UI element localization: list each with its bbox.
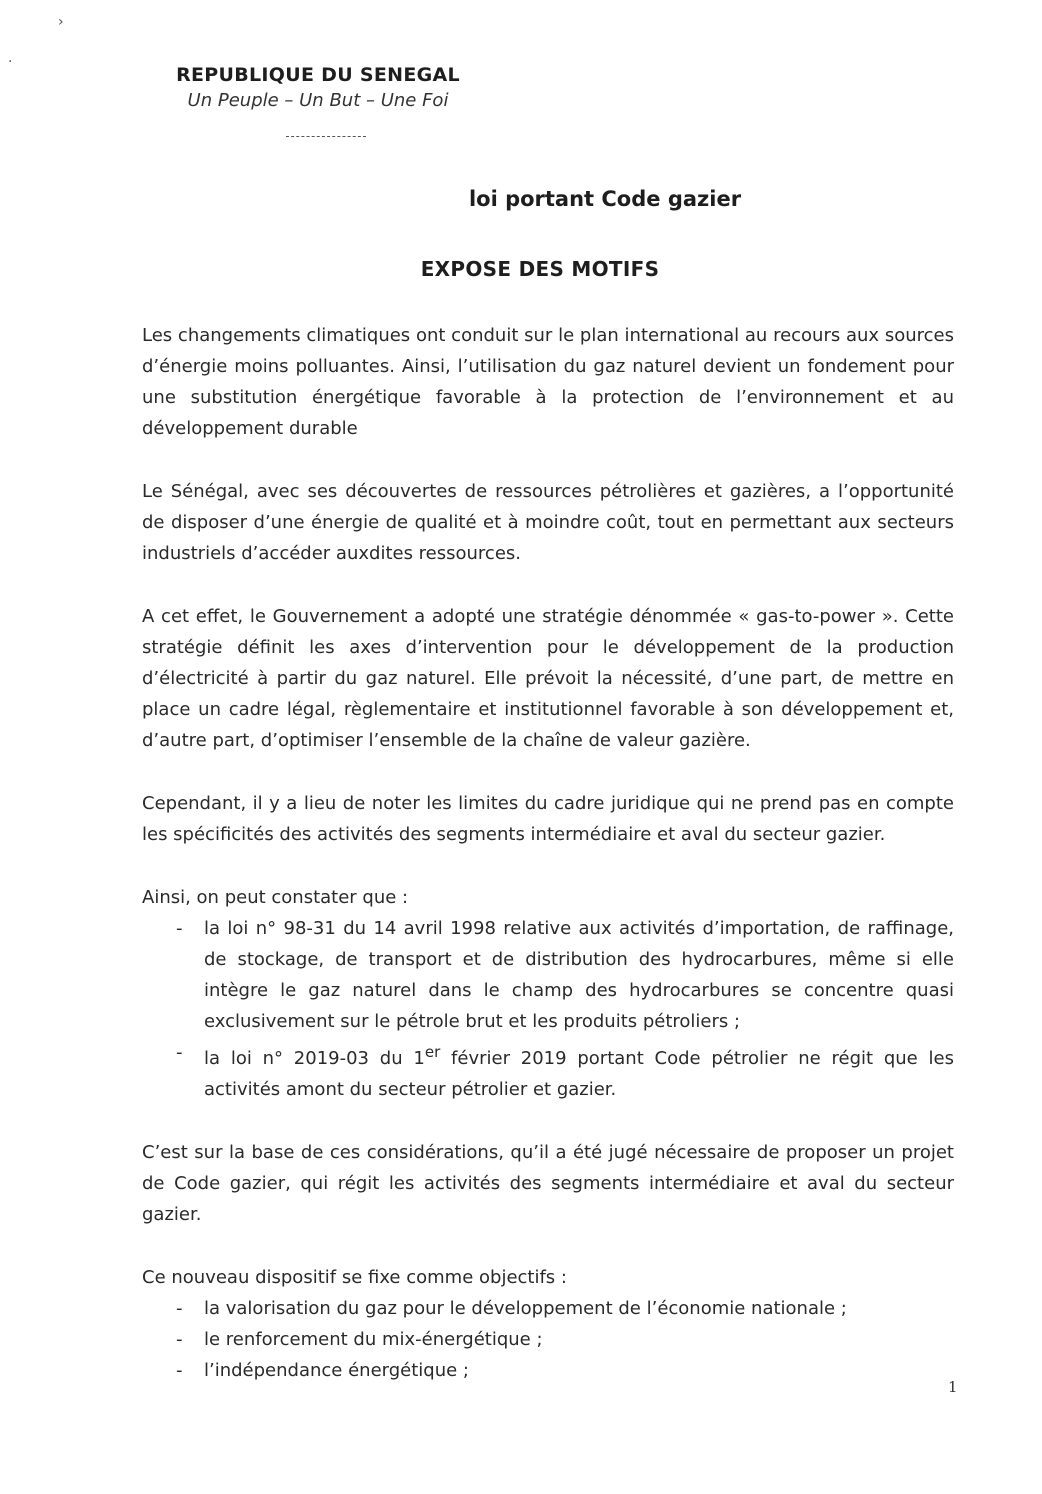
bullet-dash: - xyxy=(176,1042,183,1063)
list-item xyxy=(142,1324,954,1355)
paragraph: A cet effet, le Gouvernement a adopté une stratégie dénommée « gas-to-power ». Cette stratégie définit les axes d’intervention pour le développement de la production d’électricité à partir du gaz naturel. Elle prévoit la nécessité, d’une part, de mettre en place un cadre légal, règlementaire et institutionnel favorable à son développement et, d’autre part, d’optimiser l’ensemble de la chaîne de valeur gazière. xyxy=(142,606,954,751)
superscript: er xyxy=(424,1043,441,1061)
list-item xyxy=(142,913,954,1037)
objectives-list xyxy=(142,1293,954,1386)
constat-list xyxy=(142,913,954,1105)
bullet-dash: - xyxy=(176,1329,183,1350)
list-item-text: la loi n° 2019-03 du 1er février 2019 portant Code pétrolier ne régit que les activités amont du secteur pétrolier et gazier. xyxy=(204,1043,954,1100)
paragraph: Cependant, il y a lieu de noter les limites du cadre juridique qui ne prend pas en compte les spécificités des activités des segments intermédiaire et aval du secteur gazier. xyxy=(142,793,954,845)
list-item xyxy=(142,1355,954,1386)
paragraph: Le Sénégal, avec ses découvertes de ressources pétrolières et gazières, a l’opportunité de disposer d’une énergie de qualité et à moindre coût, tout en permettant aux secteurs industriels d’accéder auxdites ressources. xyxy=(142,481,954,564)
section-title: EXPOSE DES MOTIFS xyxy=(420,257,660,281)
header-separator xyxy=(286,136,366,137)
paragraph: C’est sur la base de ces considérations, qu’il a été jugé nécessaire de proposer un projet de Code gazier, qui régit les activités des segments intermédiaire et aval du secteur gazier. xyxy=(142,1142,954,1225)
scan-mark: · xyxy=(8,54,13,70)
list-item xyxy=(142,1293,954,1324)
bullet-dash: - xyxy=(176,1298,183,1319)
constat-intro: Ainsi, on peut constater que : xyxy=(142,887,409,908)
list-item-text: la loi n° 98-31 du 14 avril 1998 relative aux activités d’importation, de raffinage, de stockage, de transport et de distribution des hydrocarbures, même si elle intègre le gaz naturel dans le champ des hydrocarbures se concentre quasi exclusivement sur le pétrole brut et les produits pétroliers ; xyxy=(204,918,954,1032)
national-motto: Un Peuple – Un But – Une Foi xyxy=(187,90,449,111)
list-item-text: la valorisation du gaz pour le développement de l’économie nationale ; xyxy=(204,1298,847,1319)
list-item xyxy=(142,1037,954,1105)
list-item-text: le renforcement du mix-énergétique ; xyxy=(204,1329,543,1350)
bullet-dash: - xyxy=(176,918,183,939)
scan-mark: › xyxy=(58,14,64,30)
paragraph: Les changements climatiques ont conduit sur le plan international au recours aux sources d’énergie moins polluantes. Ainsi, l’utilisation du gaz naturel devient un fondement pour une substitution énergétique favorable à la protection de l’environnement et au développement durable xyxy=(142,325,954,439)
page-number: 1 xyxy=(948,1378,958,1396)
law-title: loi portant Code gazier xyxy=(468,187,742,211)
document-header xyxy=(148,64,488,111)
list-item-text: l’indépendance énergétique ; xyxy=(204,1360,469,1381)
objectives-intro: Ce nouveau dispositif se fixe comme objectifs : xyxy=(142,1267,567,1288)
country-name: REPUBLIQUE DU SENEGAL xyxy=(176,64,460,86)
bullet-dash: - xyxy=(176,1360,183,1381)
document-body xyxy=(142,320,954,1386)
